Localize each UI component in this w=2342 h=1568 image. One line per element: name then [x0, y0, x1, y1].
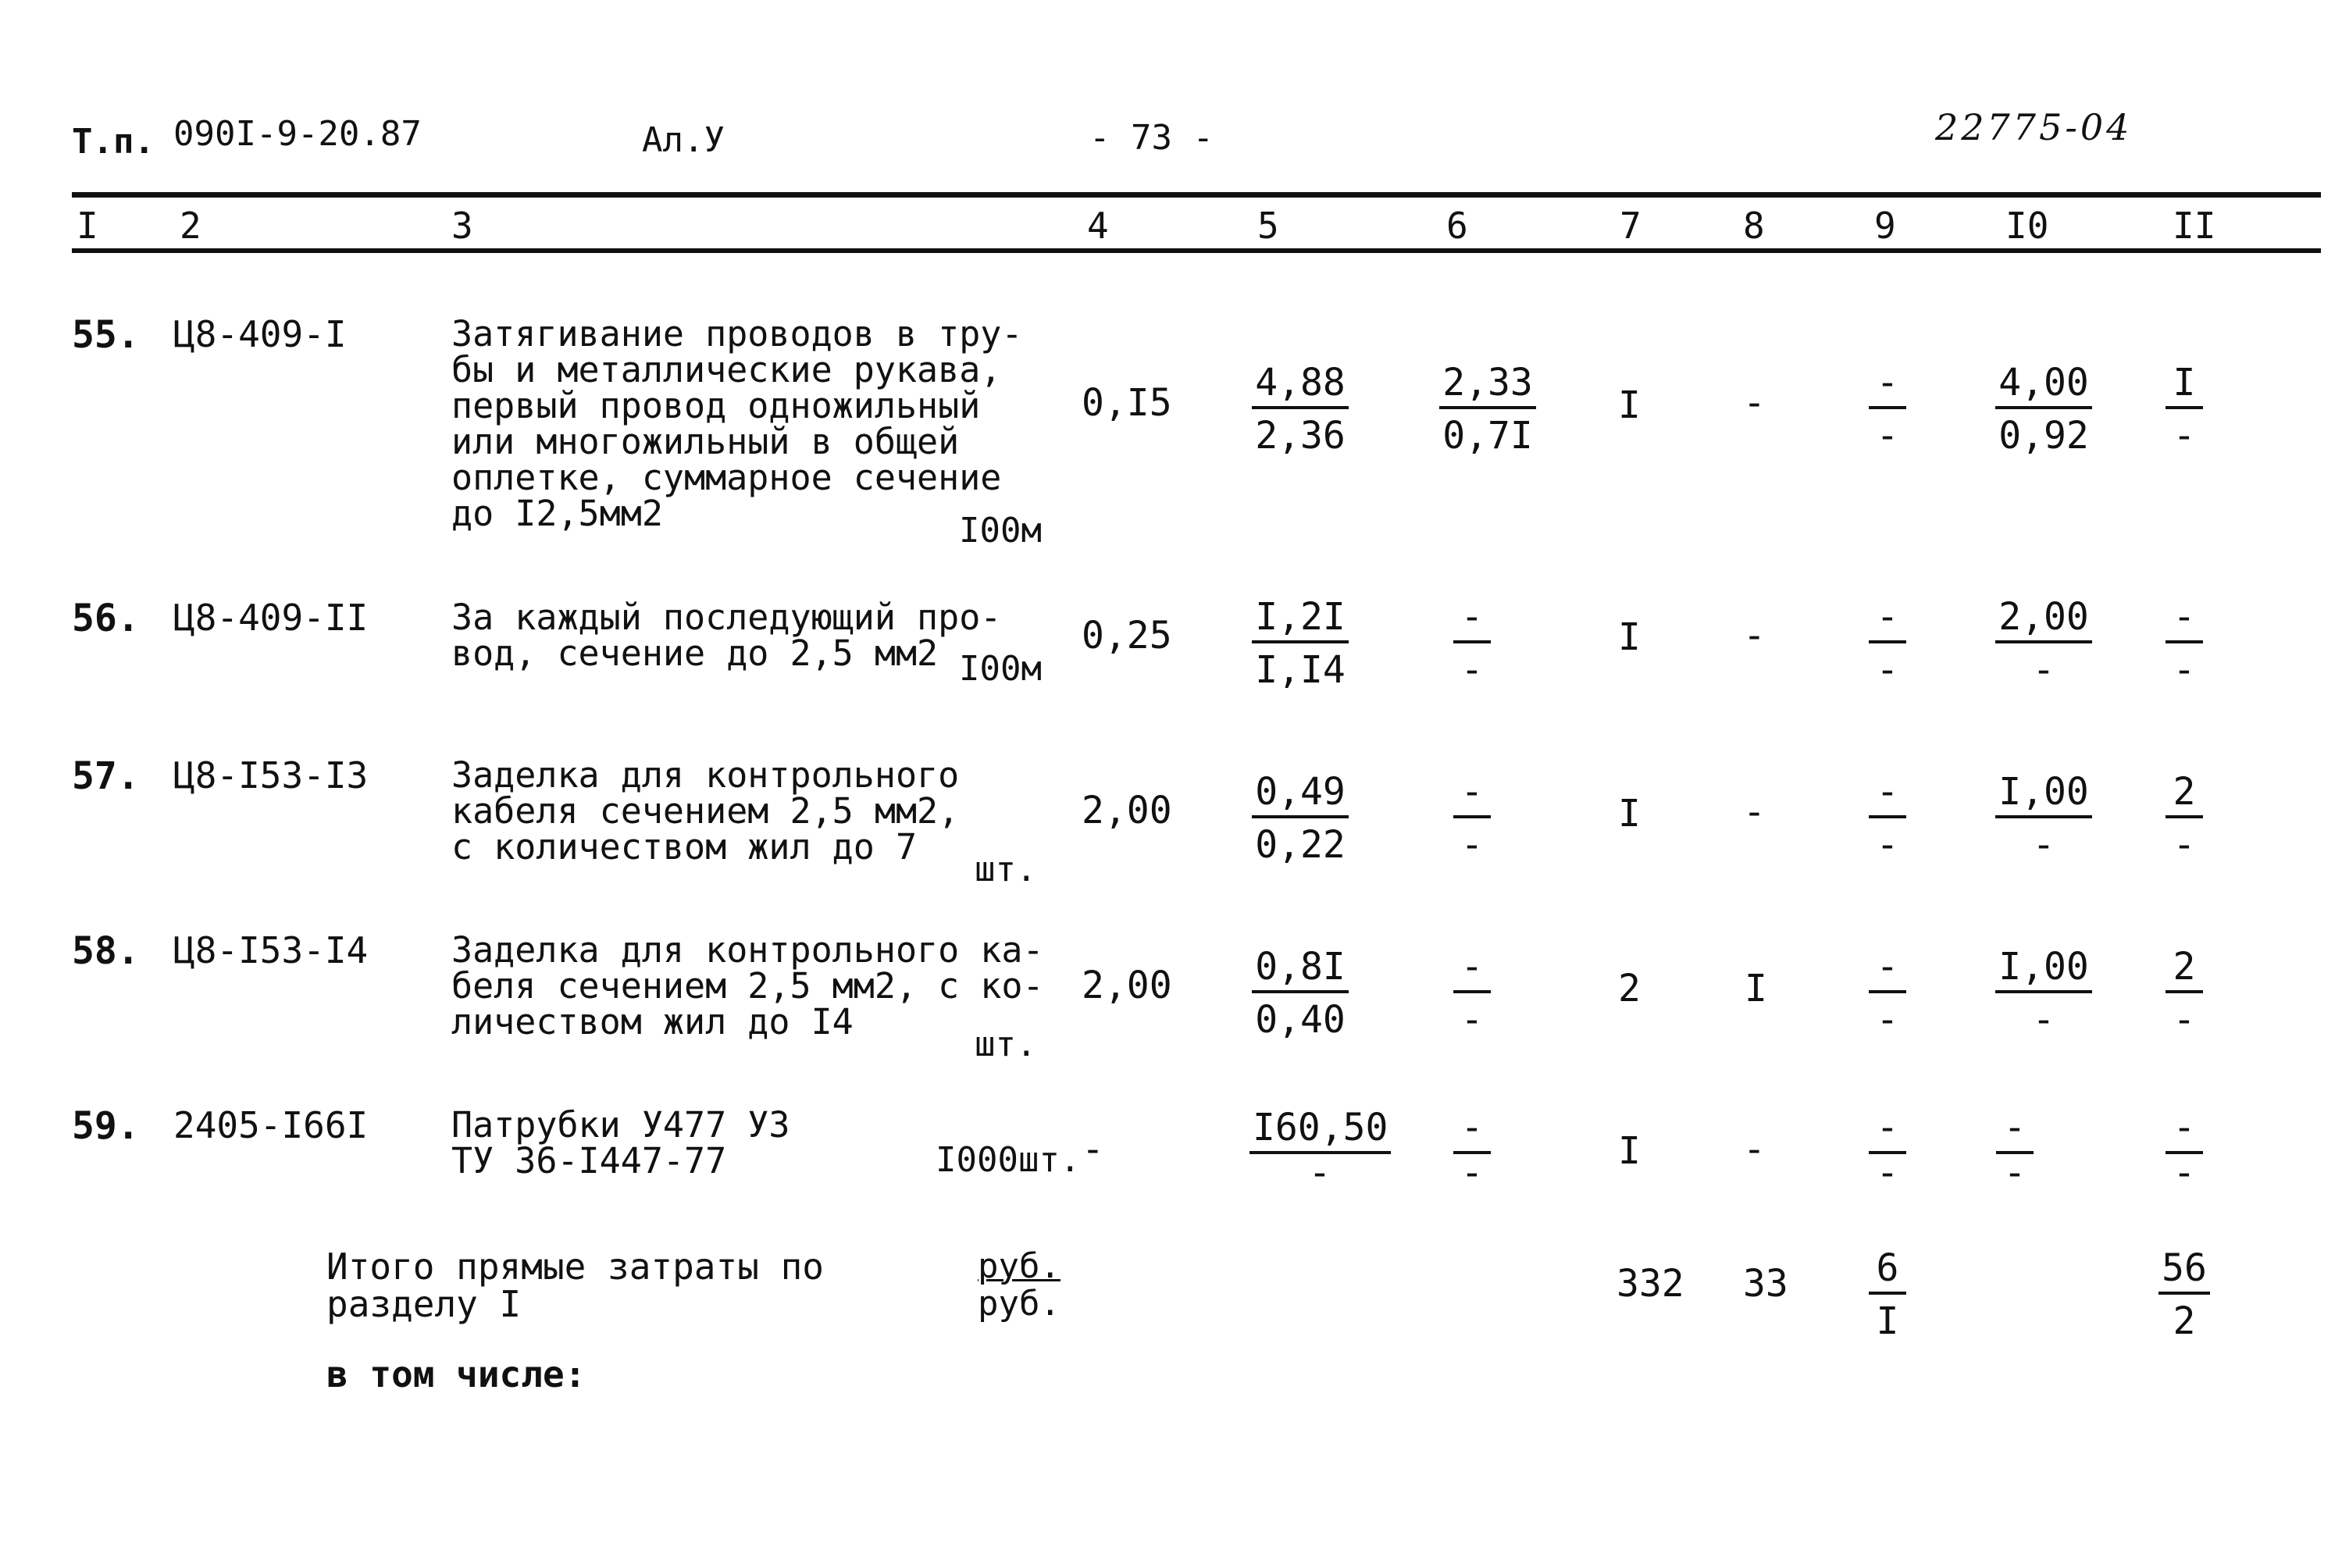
- col-header-6: 6: [1446, 205, 1468, 247]
- fraction-denominator: 0,7I: [1442, 414, 1533, 458]
- fraction-numerator: -: [1453, 948, 1491, 993]
- row-col9-fraction: [1852, 770, 1923, 867]
- header-prefix: Т.п.: [72, 122, 155, 162]
- total-unit-bottom: руб.: [978, 1284, 1060, 1324]
- row-col7-value: I: [1618, 792, 1641, 836]
- row-col9-fraction: [1852, 945, 1923, 1042]
- row-col9-fraction: [1852, 1106, 1923, 1195]
- row-col11-fraction: [2149, 945, 2219, 1042]
- row-col8-value: -: [1743, 790, 1766, 834]
- fraction-denominator: -: [1876, 1151, 1899, 1195]
- row-col4-value: -: [1082, 1128, 1104, 1171]
- row-col11-fraction: [2149, 595, 2219, 692]
- row-code: Ц8-I53-I3: [173, 754, 369, 796]
- fraction-numerator: 2,33: [1439, 364, 1536, 409]
- row-col5-fraction: [1249, 770, 1351, 867]
- row-number: 59.: [72, 1104, 140, 1148]
- fraction-denominator: -: [1460, 823, 1484, 867]
- row-col7-value: I: [1618, 615, 1641, 659]
- row-unit: I00м: [959, 649, 1042, 689]
- fraction-numerator: 2: [2166, 773, 2203, 818]
- col-header-4: 4: [1087, 205, 1109, 247]
- header-page-number: - 73 -: [1089, 118, 1214, 158]
- row-col4-value: 2,00: [1082, 964, 1172, 1007]
- row-col9-fraction: [1852, 361, 1923, 458]
- row-number: 55.: [72, 313, 140, 357]
- fraction-denominator: -: [2173, 823, 2196, 867]
- col-header-10: I0: [2005, 205, 2049, 247]
- header-doc-number: 22775-04: [1935, 106, 2133, 148]
- fraction-denominator: I: [1876, 1299, 1899, 1343]
- row-col8-value: I: [1745, 967, 1767, 1010]
- row-description: Заделка для контрольного кабеля сечением 2,5 мм2, с количеством жил до 7: [451, 754, 960, 868]
- col-header-11: II: [2173, 205, 2216, 247]
- fraction-numerator: I,00: [1995, 948, 2092, 993]
- col-header-5: 5: [1257, 205, 1279, 247]
- row-unit: шт.: [975, 850, 1037, 889]
- fraction-denominator: -: [2173, 1151, 2196, 1195]
- row-col9-fraction: [1852, 595, 1923, 692]
- fraction-denominator: 2: [2173, 1299, 2196, 1343]
- row-number: 58.: [72, 929, 140, 973]
- row-description: За каждый последующий про- вод, сечение до 2,5 мм2: [451, 597, 1002, 674]
- including-label: в том числе:: [326, 1353, 586, 1395]
- fraction-denominator: -: [1876, 648, 1899, 692]
- fraction-numerator: I,00: [1995, 773, 2092, 818]
- row-col6-fraction: [1437, 595, 1507, 692]
- fraction-denominator: -: [1876, 998, 1899, 1042]
- col-header-9: 9: [1874, 205, 1896, 247]
- row-col5-fraction: [1249, 1106, 1390, 1195]
- fraction-numerator: -: [1996, 1109, 2034, 1154]
- fraction-numerator: -: [1453, 598, 1491, 643]
- fraction-numerator: -: [1869, 1109, 1906, 1154]
- row-col8-value: -: [1743, 381, 1766, 425]
- fraction-numerator: I: [2166, 364, 2203, 409]
- fraction-denominator: -: [2032, 823, 2055, 867]
- fraction-numerator: 0,49: [1252, 773, 1349, 818]
- fraction-numerator: 56: [2158, 1249, 2210, 1295]
- total-label: Итого прямые затраты по разделу I: [326, 1245, 824, 1325]
- fraction-denominator: -: [2003, 1151, 2027, 1195]
- fraction-denominator: -: [1460, 1151, 1484, 1195]
- total-col8-value: 33: [1743, 1262, 1788, 1306]
- fraction-denominator: -: [1460, 648, 1484, 692]
- row-col7-value: I: [1618, 383, 1641, 427]
- row-col11-fraction: [2149, 1106, 2219, 1195]
- fraction-numerator: -: [1869, 598, 1906, 643]
- row-unit: шт.: [975, 1025, 1037, 1064]
- fraction-numerator: -: [1869, 948, 1906, 993]
- fraction-numerator: 4,00: [1995, 364, 2092, 409]
- fraction-numerator: 4,88: [1252, 364, 1349, 409]
- fraction-numerator: 2,00: [1995, 598, 2092, 643]
- fraction-denominator: I,I4: [1255, 648, 1346, 692]
- row-code: 2405-I66I: [173, 1104, 369, 1146]
- col-header-8: 8: [1743, 205, 1765, 247]
- fraction-denominator: -: [1876, 823, 1899, 867]
- fraction-denominator: -: [1460, 998, 1484, 1042]
- row-col6-fraction: [1437, 1106, 1507, 1195]
- row-col4-value: 2,00: [1082, 789, 1172, 832]
- col-header-7: 7: [1620, 205, 1642, 247]
- row-col5-fraction: [1249, 945, 1351, 1042]
- row-col11-fraction: [2149, 770, 2219, 867]
- row-code: Ц8-409-I: [173, 313, 347, 355]
- fraction-denominator: -: [2173, 998, 2196, 1042]
- row-number: 56.: [72, 597, 140, 640]
- fraction-denominator: 2,36: [1255, 414, 1346, 458]
- header-rule-bottom: [72, 248, 2321, 253]
- fraction-numerator: 0,8I: [1252, 948, 1349, 993]
- row-unit: I00м: [959, 511, 1042, 551]
- row-description: Патрубки У477 У3 ТУ 36-I447-77: [451, 1104, 790, 1181]
- fraction-denominator: -: [2032, 998, 2055, 1042]
- row-col11-fraction: [2149, 361, 2219, 458]
- row-col8-value: -: [1743, 614, 1766, 657]
- fraction-numerator: -: [1869, 773, 1906, 818]
- fraction-numerator: -: [1453, 773, 1491, 818]
- row-col10-fraction: [1980, 1106, 2050, 1195]
- col-header-3: 3: [451, 205, 473, 247]
- row-code: Ц8-I53-I4: [173, 929, 369, 971]
- header-project-number: 090I-9-20.87: [173, 114, 422, 154]
- fraction-numerator: 6: [1869, 1249, 1906, 1295]
- col-header-2: 2: [180, 205, 201, 247]
- fraction-numerator: I60,50: [1249, 1109, 1391, 1154]
- total-col11-fraction: [2149, 1246, 2219, 1343]
- row-unit: I000шт.: [936, 1140, 1081, 1180]
- row-code: Ц8-409-II: [173, 597, 369, 639]
- row-number: 57.: [72, 754, 140, 798]
- row-col7-value: I: [1618, 1129, 1641, 1173]
- row-col10-fraction: [1993, 945, 2094, 1042]
- total-unit-top: руб.: [978, 1246, 1060, 1286]
- row-col6-fraction: [1437, 945, 1507, 1042]
- fraction-denominator: 0,92: [1998, 414, 2089, 458]
- row-description: Затягивание проводов в тру- бы и металлические рукава, первый провод одножильный или многожильный в общей оплетке, суммарное сечение до I2,5мм2: [451, 313, 1023, 534]
- total-col7-value: 332: [1617, 1262, 1684, 1306]
- row-description: Заделка для контрольного ка- беля сечением 2,5 мм2, с ко- личеством жил до I4: [451, 929, 1044, 1042]
- fraction-denominator: 0,22: [1255, 823, 1346, 867]
- fraction-numerator: -: [2166, 1109, 2203, 1154]
- fraction-denominator: 0,40: [1255, 998, 1346, 1042]
- header-album: Ал.У: [642, 120, 725, 160]
- row-col7-value: 2: [1618, 967, 1641, 1010]
- fraction-denominator: -: [2173, 648, 2196, 692]
- fraction-numerator: 2: [2166, 948, 2203, 993]
- row-col5-fraction: [1249, 595, 1351, 692]
- fraction-numerator: I,2I: [1252, 598, 1349, 643]
- row-col6-fraction: [1437, 770, 1507, 867]
- fraction-numerator: -: [1869, 364, 1906, 409]
- header-rule-top: [72, 192, 2321, 198]
- fraction-denominator: -: [1876, 414, 1899, 458]
- row-col5-fraction: [1249, 361, 1351, 458]
- fraction-denominator: -: [2032, 648, 2055, 692]
- row-col6-fraction: [1437, 361, 1538, 458]
- col-header-1: I: [77, 205, 98, 247]
- total-col9-fraction: [1852, 1246, 1923, 1343]
- row-col10-fraction: [1993, 595, 2094, 692]
- fraction-numerator: -: [2166, 598, 2203, 643]
- row-col8-value: -: [1743, 1128, 1766, 1171]
- row-col10-fraction: [1993, 361, 2094, 458]
- fraction-denominator: -: [1308, 1151, 1331, 1195]
- row-col10-fraction: [1993, 770, 2094, 867]
- row-col4-value: 0,I5: [1082, 381, 1172, 425]
- fraction-denominator: -: [2173, 414, 2196, 458]
- fraction-numerator: -: [1453, 1109, 1491, 1154]
- row-col4-value: 0,25: [1082, 614, 1172, 657]
